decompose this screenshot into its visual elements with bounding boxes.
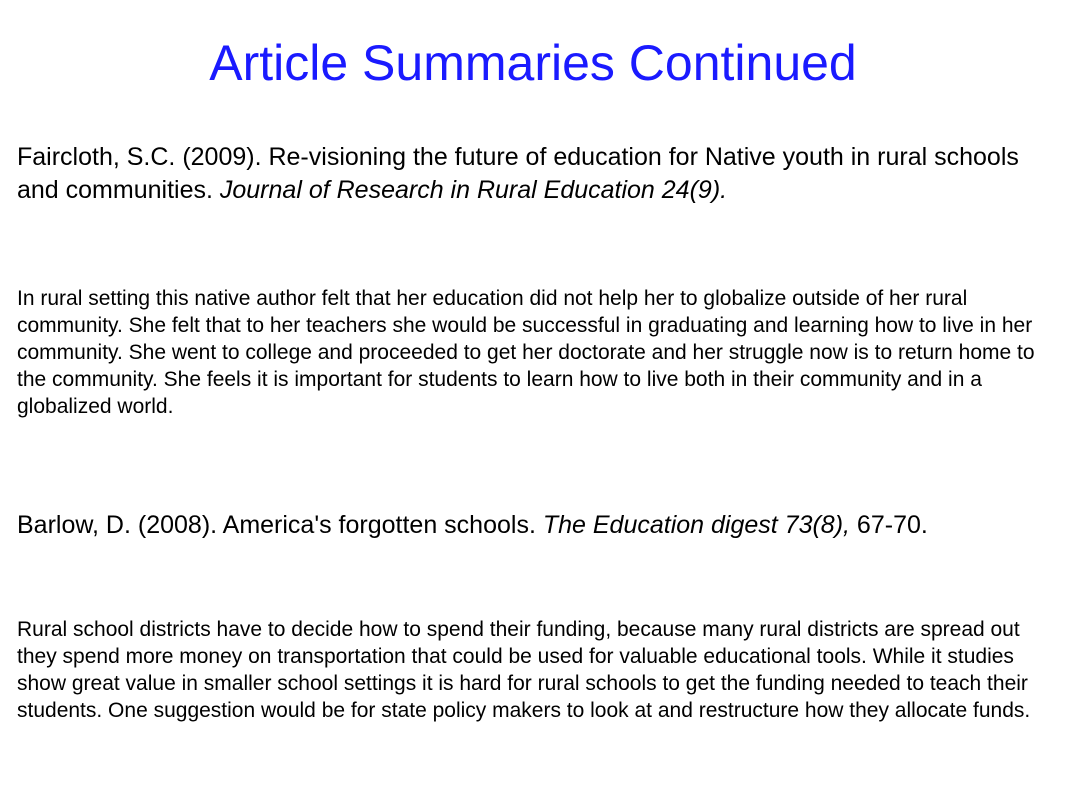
article-summary-barlow: Rural school districts have to decide how to spend their funding, because many rural districts are spread out they spend more money on transportation that could be used for valuable educational tools. While it studies show great value in smaller school settings it is hard for rural schools to get the funding needed to teach their students. One suggestion would be for state policy makers to look at and restructure how they allocate funds. <box>17 618 1031 722</box>
citation-main-text: Barlow, D. (2008). America's forgotten schools. <box>17 511 543 539</box>
citation-journal-text: The Education digest 73(8), <box>542 511 850 539</box>
slide-title: Article Summaries Continued <box>209 35 857 91</box>
citation-journal-text: Journal of Research in Rural Education 24(9). <box>219 176 728 204</box>
citation-pages-text: 67-70. <box>849 511 928 539</box>
citation-main-text: Faircloth, S.C. (2009). Re-visioning the future of education for Native youth in rural schools and communities. <box>17 143 1019 204</box>
article-citation-barlow <box>17 505 1057 545</box>
article-citation-faircloth <box>17 141 1057 207</box>
article-summary-faircloth: In rural setting this native author felt that her education did not help her to globalize outside of her rural community. She felt that to her teachers she would be successful in graduating and learning how to live in her community. She went to college and proceeded to get her doctorate and her struggle now is to return home to the community. She feels it is important for students to learn how to live both in their community and in a globalized world. <box>17 287 1035 418</box>
